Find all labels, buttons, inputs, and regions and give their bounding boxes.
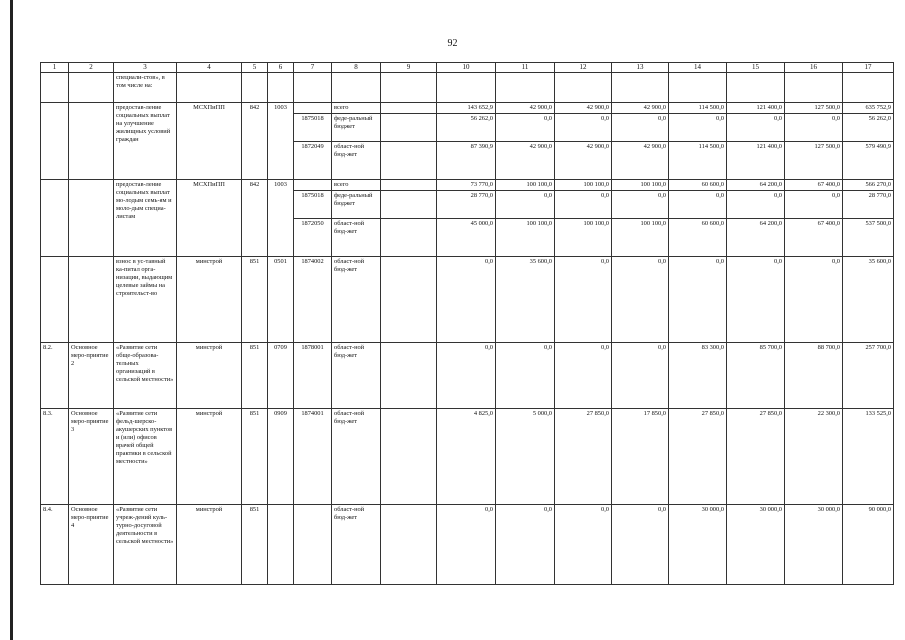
value-cell: 83 300,0 <box>669 342 727 408</box>
value-cell: 88 700,0 <box>785 342 843 408</box>
column-header: 5 <box>242 63 268 73</box>
value-cell: 0,0 <box>612 256 669 342</box>
measure-name: «Развитие сети фельд-шерско-акушерских пунктов и (или) офисов врачей общей практики в сельской местности» <box>114 408 177 504</box>
column-header: 10 <box>437 63 496 73</box>
code-cell: 1874001 <box>294 408 332 504</box>
value-cell: 257 700,0 <box>843 342 894 408</box>
table-row <box>41 256 894 342</box>
value-cell: 42 900,0 <box>496 102 555 113</box>
value-cell: 0,0 <box>496 190 555 218</box>
executor-cell: минстрой <box>177 504 242 584</box>
measure-name: взнос в ус-тавный ка-питал орга-низации, выдающим целевые займы на строительст-во <box>114 256 177 342</box>
value-cell: 100 100,0 <box>496 179 555 190</box>
value-cell: 56 262,0 <box>437 113 496 141</box>
code-cell: 0501 <box>268 256 294 342</box>
measure-name: специали-стов», в том числе на: <box>114 72 177 102</box>
value-cell: 566 270,0 <box>843 179 894 190</box>
code-cell: 851 <box>242 408 268 504</box>
value-cell: 114 500,0 <box>669 102 727 113</box>
source-cell: област-ной бюд-жет <box>332 218 381 256</box>
activity-type: Основное меро-приятие 3 <box>69 408 114 504</box>
value-cell: 0,0 <box>555 504 612 584</box>
value-cell: 635 752,9 <box>843 102 894 113</box>
value-cell: 64 200,0 <box>727 179 785 190</box>
value-cell: 90 000,0 <box>843 504 894 584</box>
value-cell: 0,0 <box>727 256 785 342</box>
value-cell: 30 000,0 <box>785 504 843 584</box>
item-number: 8.4. <box>41 504 69 584</box>
table-row <box>41 408 894 504</box>
value-cell: 127 500,0 <box>785 102 843 113</box>
value-cell: 100 100,0 <box>496 218 555 256</box>
value-cell: 0,0 <box>555 342 612 408</box>
value-cell: 114 500,0 <box>669 141 727 179</box>
source-cell: област-ной бюд-жет <box>332 504 381 584</box>
value-cell: 45 000,0 <box>437 218 496 256</box>
value-cell: 60 600,0 <box>669 179 727 190</box>
value-cell: 0,0 <box>555 190 612 218</box>
value-cell: 537 500,0 <box>843 218 894 256</box>
code-cell: 851 <box>242 256 268 342</box>
value-cell: 0,0 <box>612 504 669 584</box>
value-cell: 0,0 <box>785 113 843 141</box>
code-cell: 842 <box>242 102 268 179</box>
column-header: 16 <box>785 63 843 73</box>
source-cell: област-ной бюд-жет <box>332 256 381 342</box>
code-cell: 1878001 <box>294 342 332 408</box>
column-header: 15 <box>727 63 785 73</box>
value-cell: 100 100,0 <box>555 218 612 256</box>
value-cell: 35 600,0 <box>843 256 894 342</box>
value-cell: 42 900,0 <box>612 141 669 179</box>
measure-name: предостав-ление социальных выплат мо-лодым семь-ям и моло-дым специа-листам <box>114 179 177 256</box>
value-cell: 0,0 <box>496 504 555 584</box>
column-number-row <box>41 63 894 73</box>
code-cell: 1003 <box>268 102 294 179</box>
table-row <box>41 72 894 102</box>
column-header: 8 <box>332 63 381 73</box>
table-row <box>41 179 894 190</box>
code-cell: 851 <box>242 342 268 408</box>
value-cell: 17 850,0 <box>612 408 669 504</box>
value-cell: 0,0 <box>437 342 496 408</box>
executor-cell: минстрой <box>177 342 242 408</box>
value-cell: 0,0 <box>669 256 727 342</box>
source-cell: феде-ральный бюджет <box>332 113 381 141</box>
value-cell: 67 400,0 <box>785 179 843 190</box>
value-cell: 42 900,0 <box>555 102 612 113</box>
value-cell: 85 700,0 <box>727 342 785 408</box>
value-cell: 0,0 <box>555 256 612 342</box>
value-cell: 87 390,9 <box>437 141 496 179</box>
code-cell: 1875018 <box>294 113 332 141</box>
code-cell: 0709 <box>268 342 294 408</box>
source-cell: всего <box>332 102 381 113</box>
value-cell: 60 600,0 <box>669 218 727 256</box>
value-cell: 4 825,0 <box>437 408 496 504</box>
code-cell: 1872050 <box>294 218 332 256</box>
code-cell: 1872049 <box>294 141 332 179</box>
value-cell: 42 900,0 <box>496 141 555 179</box>
page-number: 92 <box>447 38 458 49</box>
value-cell: 0,0 <box>612 190 669 218</box>
value-cell: 0,0 <box>669 190 727 218</box>
measure-name: «Развитие сети обще-образова-тельных организаций в сельской местности» <box>114 342 177 408</box>
budget-table <box>40 62 894 585</box>
column-header: 9 <box>381 63 437 73</box>
activity-type: Основное меро-приятие 4 <box>69 504 114 584</box>
value-cell: 0,0 <box>785 256 843 342</box>
value-cell: 56 262,0 <box>843 113 894 141</box>
executor-cell: минстрой <box>177 256 242 342</box>
value-cell: 35 600,0 <box>496 256 555 342</box>
value-cell: 0,0 <box>437 256 496 342</box>
item-number: 8.3. <box>41 408 69 504</box>
value-cell: 0,0 <box>496 113 555 141</box>
value-cell: 28 770,0 <box>437 190 496 218</box>
value-cell: 73 770,0 <box>437 179 496 190</box>
executor-cell: МСХПиПП <box>177 179 242 256</box>
code-cell: 1003 <box>268 179 294 256</box>
value-cell: 0,0 <box>727 113 785 141</box>
column-header: 7 <box>294 63 332 73</box>
column-header: 2 <box>69 63 114 73</box>
column-header: 6 <box>268 63 294 73</box>
value-cell: 5 000,0 <box>496 408 555 504</box>
code-cell: 1875018 <box>294 190 332 218</box>
table-row <box>41 342 894 408</box>
left-margin-rule <box>10 0 13 640</box>
value-cell: 0,0 <box>785 190 843 218</box>
source-cell: област-ной бюд-жет <box>332 141 381 179</box>
value-cell: 143 652,9 <box>437 102 496 113</box>
value-cell: 0,0 <box>496 342 555 408</box>
measure-name: предостав-ление социальных выплат на улучшение жилищных условий граждан <box>114 102 177 179</box>
code-cell: 842 <box>242 179 268 256</box>
value-cell: 0,0 <box>612 113 669 141</box>
column-header: 14 <box>669 63 727 73</box>
value-cell: 27 850,0 <box>555 408 612 504</box>
value-cell: 121 400,0 <box>727 141 785 179</box>
column-header: 3 <box>114 63 177 73</box>
value-cell: 100 100,0 <box>612 179 669 190</box>
value-cell: 100 100,0 <box>612 218 669 256</box>
value-cell: 0,0 <box>727 190 785 218</box>
value-cell: 64 200,0 <box>727 218 785 256</box>
executor-cell: минстрой <box>177 408 242 504</box>
value-cell: 0,0 <box>437 504 496 584</box>
code-cell <box>268 504 294 584</box>
code-cell <box>294 179 332 190</box>
value-cell: 27 850,0 <box>727 408 785 504</box>
value-cell: 28 770,0 <box>843 190 894 218</box>
value-cell: 22 300,0 <box>785 408 843 504</box>
value-cell: 67 400,0 <box>785 218 843 256</box>
value-cell: 100 100,0 <box>555 179 612 190</box>
activity-type: Основное меро-приятие 2 <box>69 342 114 408</box>
value-cell: 0,0 <box>669 113 727 141</box>
value-cell: 0,0 <box>612 342 669 408</box>
source-cell: област-ной бюд-жет <box>332 342 381 408</box>
value-cell: 579 490,9 <box>843 141 894 179</box>
value-cell: 42 900,0 <box>612 102 669 113</box>
value-cell: 30 000,0 <box>727 504 785 584</box>
value-cell: 42 900,0 <box>555 141 612 179</box>
column-header: 13 <box>612 63 669 73</box>
column-header: 17 <box>843 63 894 73</box>
source-cell: всего <box>332 179 381 190</box>
table-row <box>41 102 894 113</box>
value-cell: 127 500,0 <box>785 141 843 179</box>
value-cell: 133 525,0 <box>843 408 894 504</box>
column-header: 4 <box>177 63 242 73</box>
code-cell: 0909 <box>268 408 294 504</box>
value-cell: 30 000,0 <box>669 504 727 584</box>
value-cell: 0,0 <box>555 113 612 141</box>
code-cell: 851 <box>242 504 268 584</box>
source-cell: област-ной бюд-жет <box>332 408 381 504</box>
measure-name: «Развитие сети учреж-дений куль-турно-досуговой деятельности в сельской местности» <box>114 504 177 584</box>
code-cell: 1874002 <box>294 256 332 342</box>
executor-cell: МСХПиПП <box>177 102 242 179</box>
code-cell <box>294 504 332 584</box>
value-cell: 121 400,0 <box>727 102 785 113</box>
code-cell <box>294 102 332 113</box>
value-cell: 27 850,0 <box>669 408 727 504</box>
column-header: 1 <box>41 63 69 73</box>
source-cell: феде-ральный бюджет <box>332 190 381 218</box>
column-header: 11 <box>496 63 555 73</box>
item-number: 8.2. <box>41 342 69 408</box>
column-header: 12 <box>555 63 612 73</box>
table-row <box>41 504 894 584</box>
